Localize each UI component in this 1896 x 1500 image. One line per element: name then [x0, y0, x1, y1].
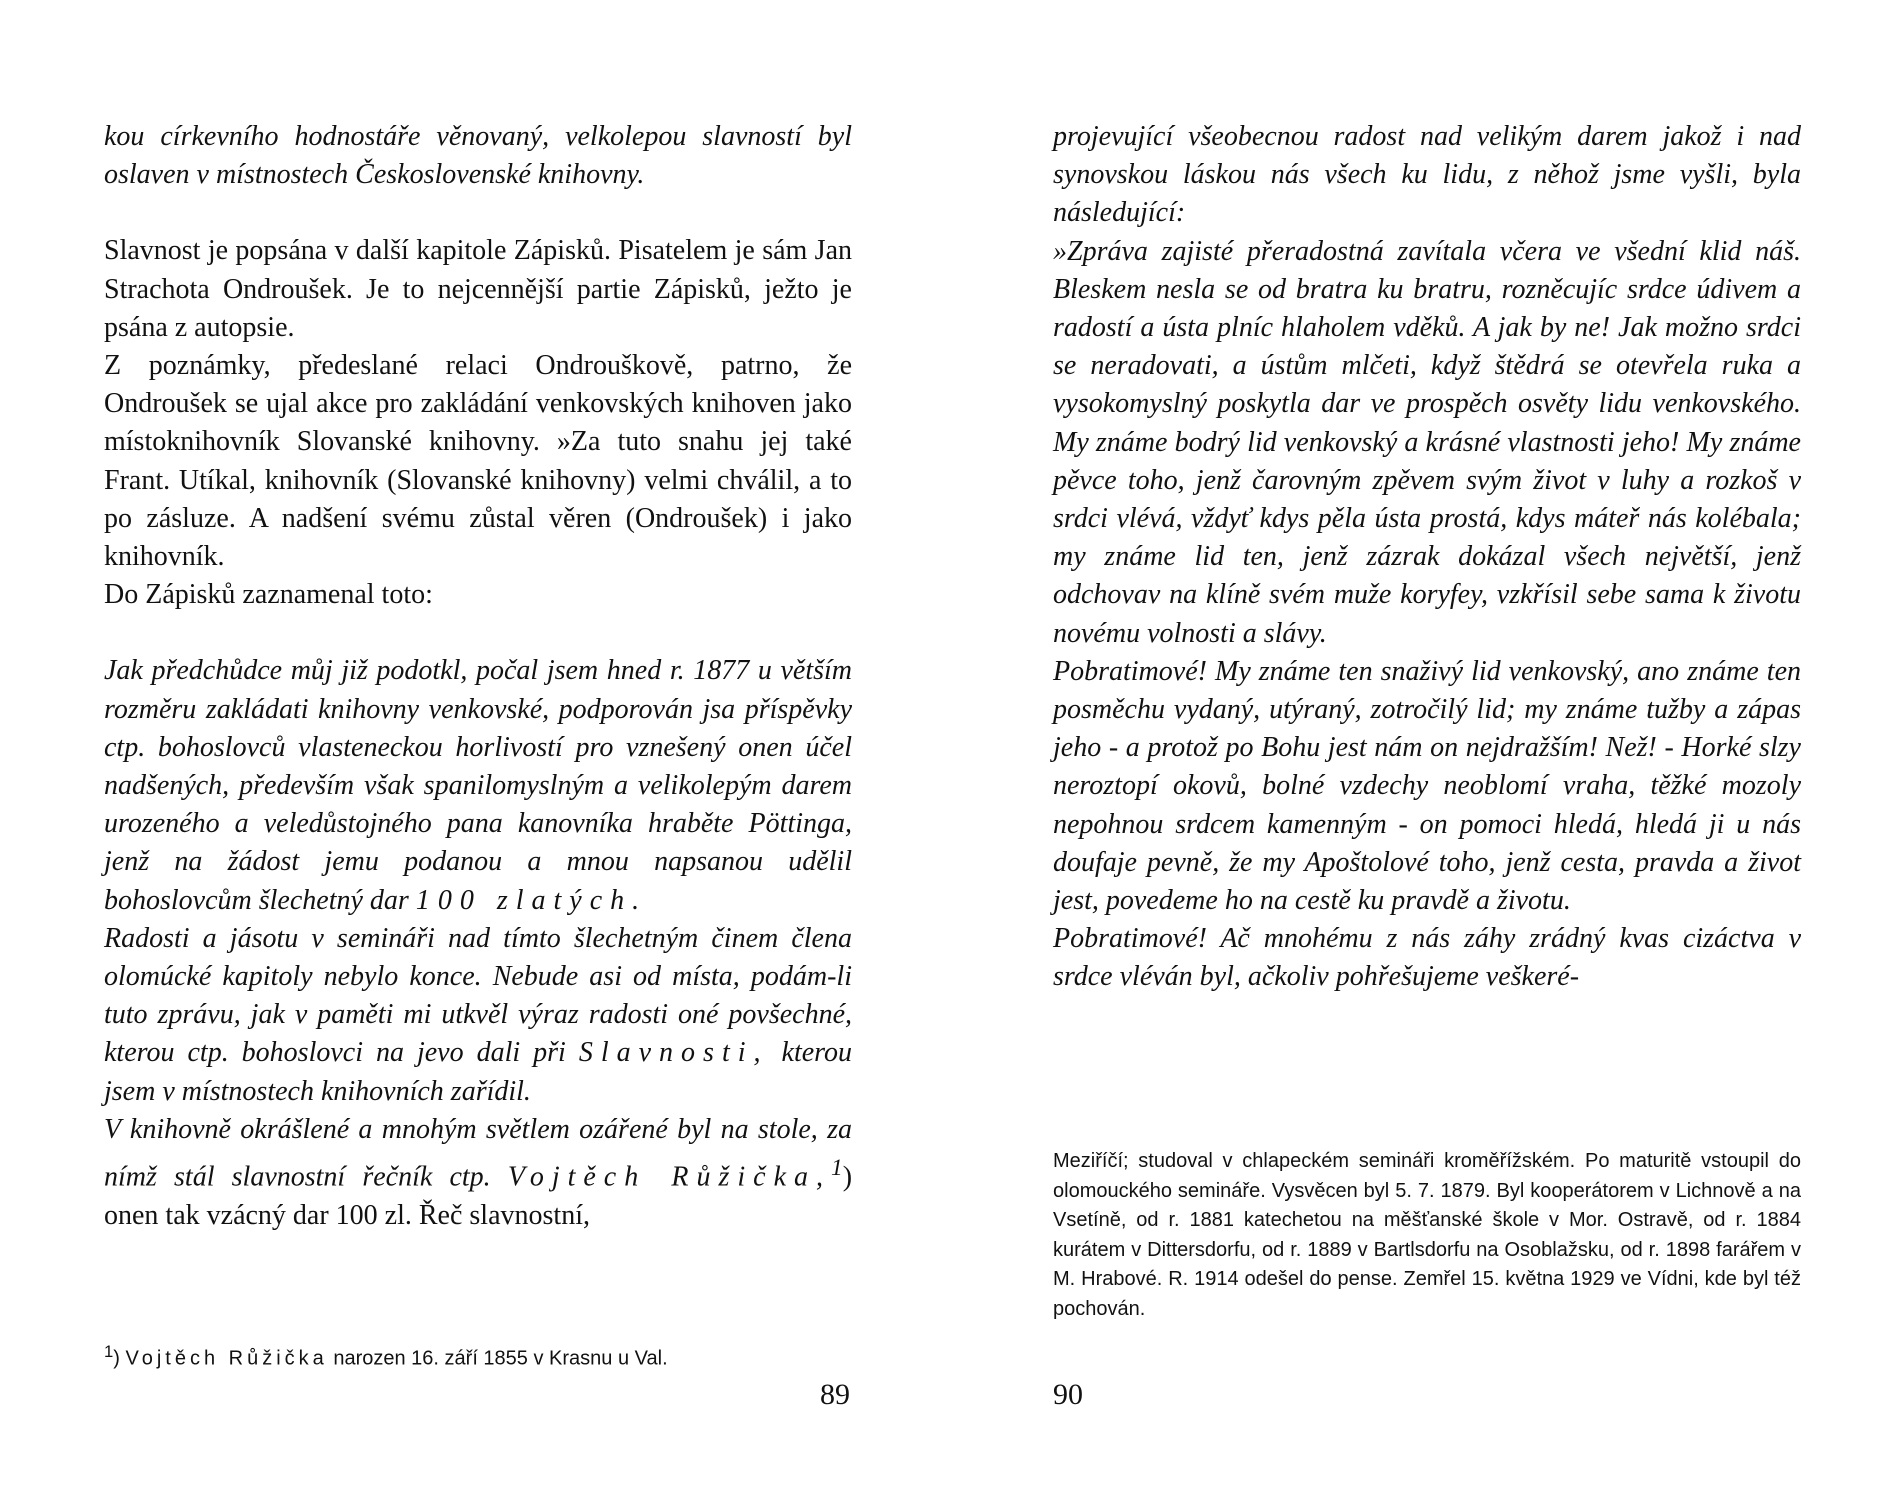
- footnote-ref: 1: [831, 1155, 843, 1182]
- left-para-7: [104, 1111, 852, 1235]
- left-page-text: [104, 118, 852, 1235]
- footnote-text: narozen 16. září 1855 v Krasnu u Val.: [333, 1347, 668, 1370]
- left-para-6: [104, 920, 852, 1111]
- right-para-3: Pobratimové! My známe ten snaživý lid venkovský, ano známe ten posměchu vydaný, utýraný, zotročilý lid; my známe tužby a zápas jeho - a protož po Bohu jest nám on nejdražším! Než! - Horké slzy neroztopí okovů, bolné vzdechy neoblomí vraha, těžké mozoly nepohnou srdcem kamenným - on pomoci hledá, hledá ji u nás doufaje pevně, že my Apoštolové toho, jenž cesta, pravda a život jest, povedeme ho na cestě ku pravdě a životu.: [1053, 655, 1801, 917]
- left-para-6-text: Radosti a jásotu v semináři nad tímto šlechetným činem člena olomúcké kapitoly nebylo konce. Nebude asi od místa, podám-li tuto zprávu, jak v paměti mi utkvěl výraz radosti oné povšechné, kterou ctp. bohoslovci na jevo dali při: [104, 922, 852, 1069]
- left-para-6-emph: Slavnosti,: [578, 1037, 769, 1069]
- left-footnote: $^1$) Vojtěch Růžička narozen 16. září 1855 v Krasnu u Val.: [104, 1342, 668, 1370]
- left-para-7-end: ) onen tak vzácný dar 100 zl. Řeč slavnostní,: [104, 1161, 853, 1231]
- page-number: 89: [820, 1378, 850, 1411]
- left-para-1: kou církevního hodnostáře věnovaný, velkolepou slavností byl oslaven v místnostech Československé knihovny.: [104, 121, 852, 191]
- left-para-7-text: V knihovně okrášlené a mnohým světlem ozářené byl na stole, za nímž stál slavnostní řečník ctp.: [104, 1113, 852, 1193]
- right-para-4: Pobratimové! Ač mnohému z nás záhy zrádný kvas cizáctva v srdce vléván byl, ačkoliv pohřešujeme veškeré-: [1053, 923, 1801, 993]
- right-page-text: [1053, 118, 1801, 997]
- right-page: [948, 0, 1896, 1500]
- right-footnote: Meziříčí; studoval v chlapeckém semináři kroměřížském. Po maturitě vstoupil do olomouckého semináře. Vysvěcen byl 5. 7. 1879. Byl kooperátorem v Lichnově a na Vsetíně, od r. 1881 katechetou na měšťanské škole v Mor. Ostravě, od r. 1884 kurátem v Dittersdorfu, od r. 1889 v Bartlsdorfu na Osoblažsku, od r. 1898 farářem v M. Hrabové. R. 1914 odešel do pense. Zemřel 15. května 1929 ve Vídni, kde byl též pochován.: [1053, 1150, 1801, 1320]
- left-para-2: Slavnost je popsána v další kapitole Zápisků. Pisatelem je sám Jan Strachota Ondroušek. Je to nejcennější partie Zápisků, ježto je psána z autopsie.: [104, 235, 852, 343]
- left-para-7-emph: Vojtěch Růžička,: [507, 1161, 832, 1193]
- left-para-5-emph: 100 zlatých.: [415, 884, 648, 916]
- right-para-1: projevující všeobecnou radost nad velikým darem jakož i nad synovskou láskou nás všech ku lidu, z něhož jsme vyšli, byla následující:: [1053, 121, 1801, 229]
- footnote-name: Vojtěch Růžička: [125, 1347, 328, 1370]
- footnote-mark: 1: [104, 1342, 114, 1361]
- right-para-2: »Zpráva zajisté přeradostná zavítala včera ve všední klid náš. Bleskem nesla se od bratra ku bratru, rozněcujíc srdce údivem a radostí a ústa plníc hlaholem vděků. A jak by ne! Jak možno srdci se neradovati, a ústům mlčeti, když štědrá se otevřela ruka a vysokomyslný poskytla dar ve prospěch osvěty lidu venkovského. My známe bodrý lid venkovský a krásné vlastnosti jeho! My známe pěvce toho, jenž čarovným zpěvem svým život v luhy a rozkoš v srdci vlévá, vždyť kdys pěla ústa prostá, kdys máteř nás kolébala; my známe lid ten, jenž zázrak dokázal všech největší, jenž odchovav na klíně svém muže koryfey, vzkřísil sebe sama k životu novému volnosti a slávy.: [1053, 235, 1801, 649]
- left-para-5: [104, 652, 852, 919]
- page-number: 90: [1053, 1378, 1083, 1411]
- left-para-4: Do Zápisků zaznamenal toto:: [104, 579, 433, 611]
- left-para-6-end: kterou jsem v místnostech knihovních zařídil.: [104, 1037, 853, 1107]
- left-para-3: Z poznámky, předeslané relaci Ondrouškově, patrno, že Ondroušek se ujal akce pro zakládání venkovských knihoven jako místoknihovník Slovanské knihovny. »Za tuto snahu jej také Frant. Utíkal, knihovník (Slovanské knihovny) velmi chválil, a to po zásluze. A nadšení svému zůstal věren (Ondroušek) i jako knihovník.: [104, 350, 852, 573]
- left-para-5-text: Jak předchůdce můj již podotkl, počal jsem hned r. 1877 u větším rozměru zakládati knihovny venkovské, podporován jsa příspěvky ctp. bohoslovců vlasteneckou horlivostí pro vznešený onen účel nadšených, především však spanilomyslným a velikolepým darem urozeného a veledůstojného pana kanovníka hraběte Pöttinga, jenž na žádost jemu podanou a mnou napsanou udělil bohoslovcům šlechetný dar: [104, 655, 852, 916]
